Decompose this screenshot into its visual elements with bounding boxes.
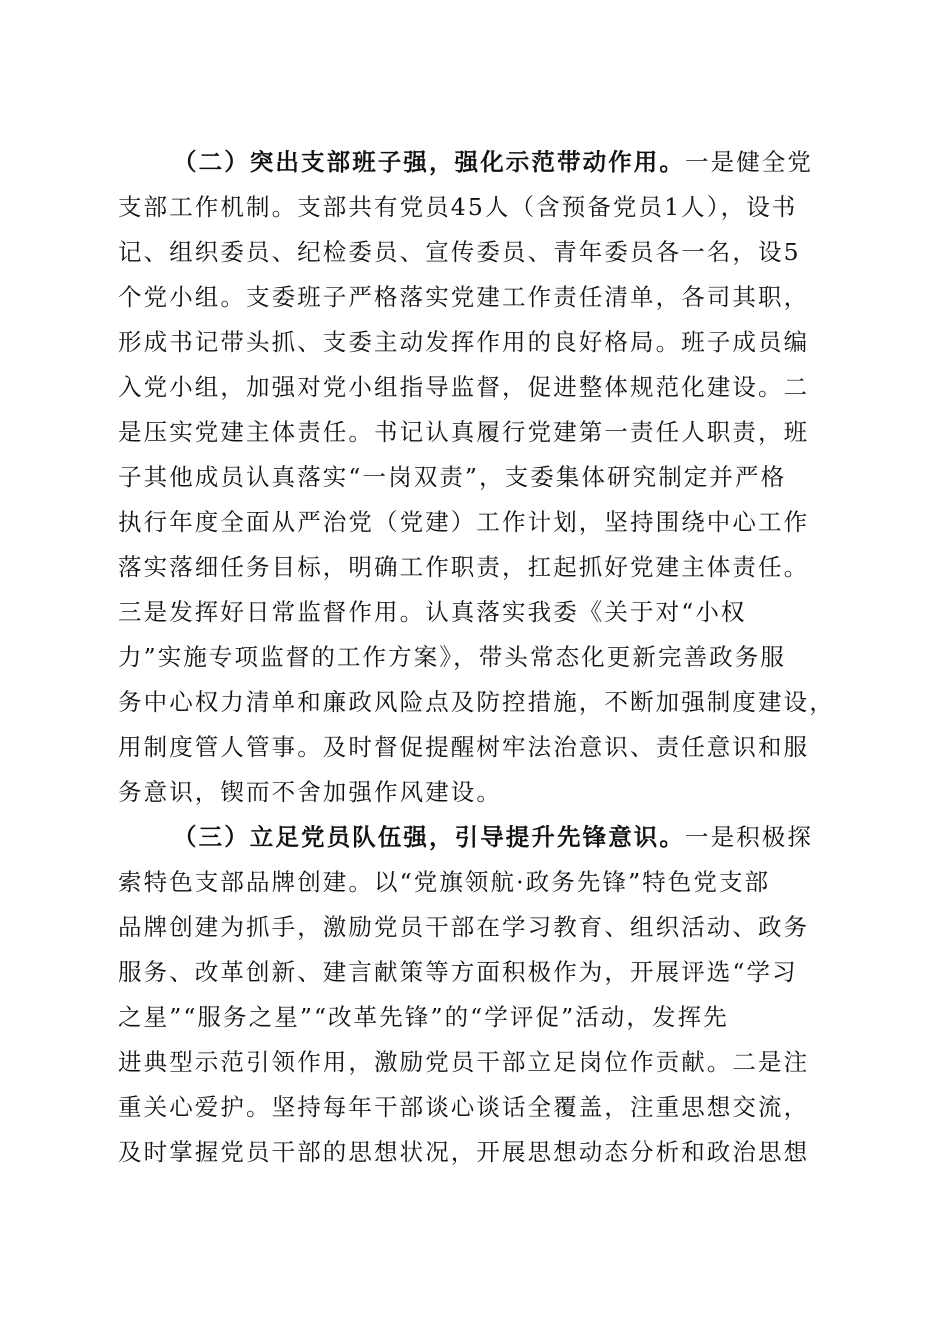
paragraph: [118, 815, 830, 1175]
text-line: [118, 545, 830, 590]
body-text: 形成书记带头抓、支委主动发挥作用的良好格局。班子成员编: [118, 328, 810, 356]
body-text: 一是健全党: [685, 148, 813, 176]
text-line: [118, 860, 830, 905]
body-text: 及时掌握党员干部的思想状况，开展思想动态分析和政治思想: [118, 1138, 810, 1166]
text-line: [118, 140, 830, 185]
body-text: 索特色支部品牌创建。以“党旗领航·政务先锋”特色党支部: [118, 868, 771, 896]
body-text: 用制度管人管事。及时督促提醒树牢法治意识、责任意识和服: [118, 733, 810, 761]
body-text: 是压实党建主体责任。书记认真履行党建第一责任人职责，班: [118, 418, 810, 446]
text-line: [118, 905, 830, 950]
section-heading: （二）突出支部班子强，强化示范带动作用。: [173, 148, 685, 176]
body-text: 入党小组，加强对党小组指导监督，促进整体规范化建设。二: [118, 373, 810, 401]
body-text: 记、组织委员、纪检委员、宣传委员、青年委员各一名，设5: [118, 238, 801, 266]
body-text: 执行年度全面从严治党（党建）工作计划，坚持围绕中心工作: [118, 508, 810, 536]
body-text: 落实落细任务目标，明确工作职责，扛起抓好党建主体责任。: [118, 553, 810, 581]
text-line: [118, 275, 830, 320]
text-line: [118, 770, 830, 815]
body-text: 三是发挥好日常监督作用。认真落实我委《关于对“小权: [118, 598, 747, 626]
body-text: 一是积极探: [685, 823, 813, 851]
text-line: [118, 590, 830, 635]
text-line: [118, 185, 830, 230]
text-line: [118, 1130, 830, 1175]
body-text: 重关心爱护。坚持每年干部谈心谈话全覆盖，注重思想交流，: [118, 1093, 810, 1121]
text-line: [118, 455, 830, 500]
body-text: 支部工作机制。支部共有党员45人（含预备党员1人），设书: [118, 193, 798, 221]
text-line: [118, 1085, 830, 1130]
body-text: 服务、改革创新、建言献策等方面积极作为，开展评选“学习: [118, 958, 798, 986]
text-line: [118, 725, 830, 770]
paragraph: [118, 140, 835, 815]
text-line: [118, 635, 830, 680]
text-line: [118, 950, 830, 995]
body-text: 力”实施专项监督的工作方案》，带头常态化更新完善政务服: [118, 643, 786, 671]
body-text: 个党小组。支委班子严格落实党建工作责任清单，各司其职，: [118, 283, 810, 311]
text-line: [118, 410, 830, 455]
document-body: [118, 140, 835, 1175]
text-line: [118, 320, 830, 365]
text-line: [118, 230, 830, 275]
body-text: 子其他成员认真落实“一岗双责”，支委集体研究制定并严格: [118, 463, 787, 491]
body-text: 进典型示范引领作用，激励党员干部立足岗位作贡献。二是注: [118, 1048, 810, 1076]
text-line: [118, 815, 830, 860]
text-line: [118, 1040, 830, 1085]
text-line: [118, 995, 830, 1040]
body-text: 之星”“服务之星”“改革先锋”的“学评促”活动，发挥先: [118, 1003, 729, 1031]
text-line: [118, 500, 830, 545]
body-text: 品牌创建为抓手，激励党员干部在学习教育、组织活动、政务: [118, 913, 810, 941]
body-text: 务中心权力清单和廉政风险点及防控措施，不断加强制度建设，: [118, 688, 835, 716]
body-text: 务意识，锲而不舍加强作风建设。: [118, 778, 502, 806]
section-heading: （三）立足党员队伍强，引导提升先锋意识。: [173, 823, 685, 851]
text-line: [118, 680, 835, 725]
text-line: [118, 365, 830, 410]
